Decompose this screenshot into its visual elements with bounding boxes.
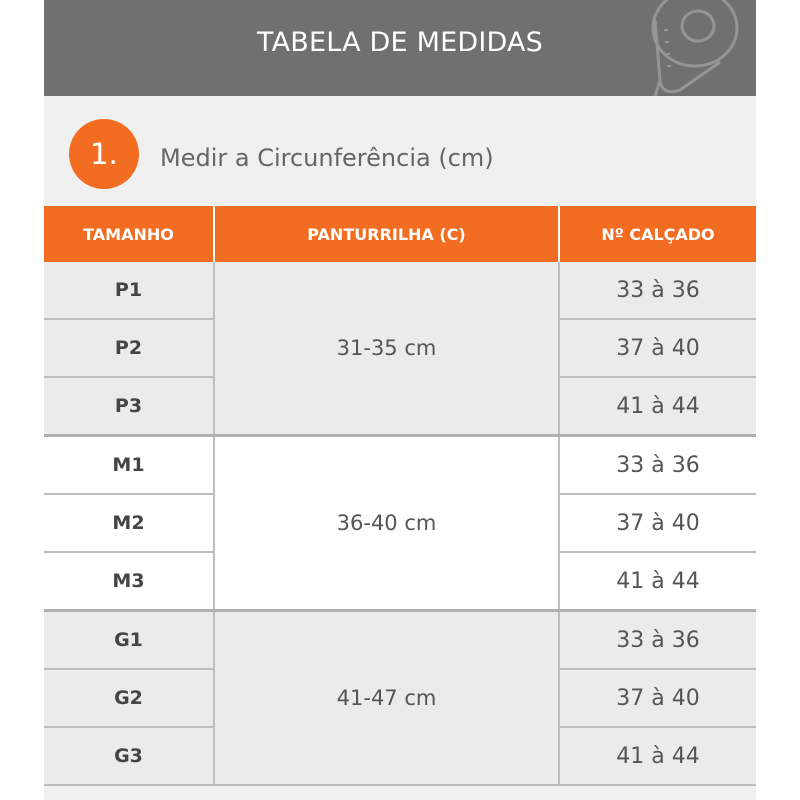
- table-row: [44, 262, 756, 319]
- size-cell: M1: [44, 436, 214, 495]
- size-table: [44, 206, 756, 786]
- column-header-calcado: Nº CALÇADO: [559, 206, 756, 262]
- size-cell: G1: [44, 611, 214, 670]
- size-cell: M2: [44, 494, 214, 552]
- calcado-cell: 33 à 36: [559, 262, 756, 319]
- calcado-cell: 37 à 40: [559, 669, 756, 727]
- table-row: [44, 611, 756, 670]
- calcado-cell: 41 à 44: [559, 552, 756, 611]
- calcado-cell: 41 à 44: [559, 727, 756, 785]
- panturrilha-cell: 36-40 cm: [214, 436, 559, 611]
- calcado-cell: 41 à 44: [559, 377, 756, 436]
- step-instruction: Medir a Circunferência (cm): [160, 144, 494, 172]
- size-cell: G2: [44, 669, 214, 727]
- size-cell: P2: [44, 319, 214, 377]
- header-bar: [44, 0, 756, 96]
- calcado-cell: 37 à 40: [559, 494, 756, 552]
- panturrilha-cell: 31-35 cm: [214, 262, 559, 436]
- column-header-panturrilha: PANTURRILHA (C): [214, 206, 559, 262]
- panturrilha-cell: 41-47 cm: [214, 611, 559, 786]
- table-header-row: [44, 206, 756, 262]
- calcado-cell: 33 à 36: [559, 611, 756, 670]
- size-cell: M3: [44, 552, 214, 611]
- column-header-tamanho: TAMANHO: [44, 206, 214, 262]
- page-title: TABELA DE MEDIDAS: [256, 27, 544, 58]
- measuring-tape-icon: [600, 0, 750, 96]
- size-cell: G3: [44, 727, 214, 785]
- size-cell: P3: [44, 377, 214, 436]
- calcado-cell: 37 à 40: [559, 319, 756, 377]
- table-row: [44, 436, 756, 495]
- calcado-cell: 33 à 36: [559, 436, 756, 495]
- step-number-badge: 1.: [69, 119, 139, 189]
- size-table-container: [44, 206, 756, 786]
- size-chart-sheet: [44, 0, 756, 800]
- size-cell: P1: [44, 262, 214, 319]
